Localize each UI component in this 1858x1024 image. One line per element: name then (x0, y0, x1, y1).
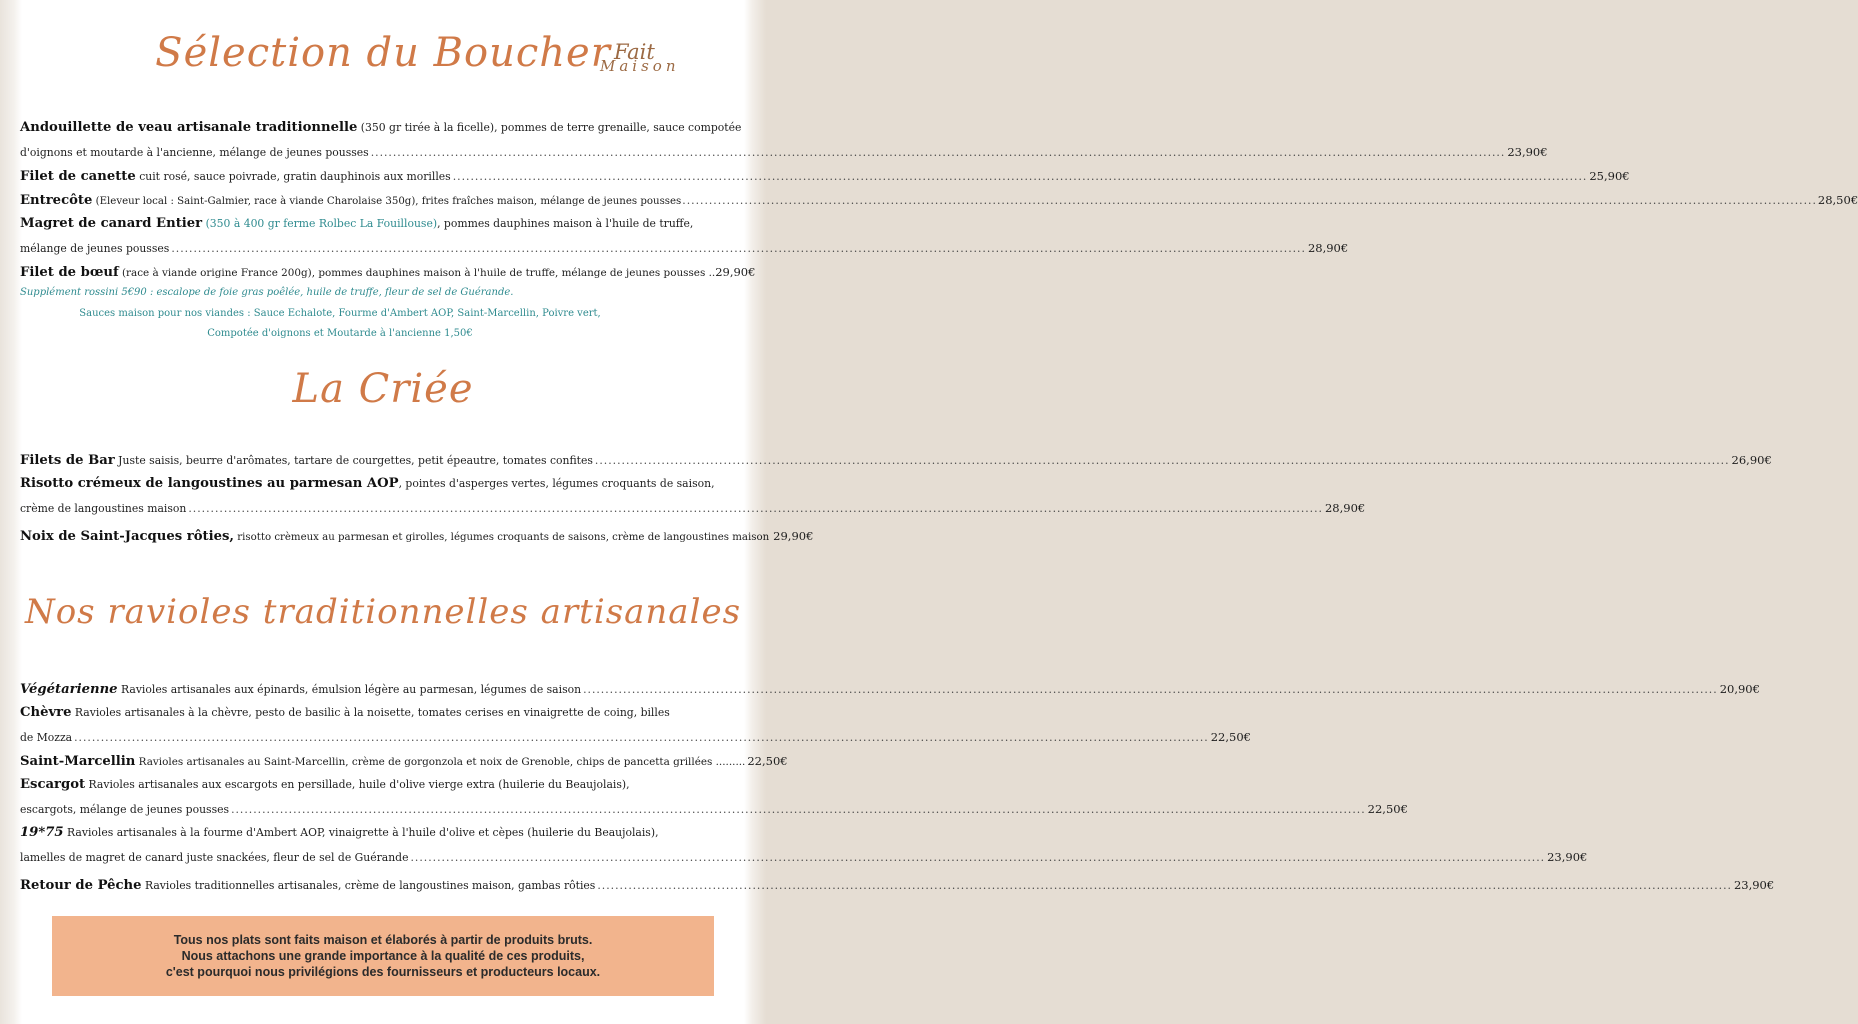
dot-leader (74, 726, 1209, 750)
menu-item-magret-cont (20, 236, 1349, 260)
menu-item-risotto-cont (20, 496, 1366, 520)
item-price: 28,50€ (1817, 193, 1858, 207)
dot-leader (231, 798, 1366, 822)
dot-leader (597, 874, 1732, 898)
item-price: 25,90€ (1589, 169, 1630, 183)
item-desc: escargots, mélange de jeunes pousses (20, 803, 230, 816)
item-origin: (350 à 400 gr ferme Rolbec La Fouillouse) (202, 217, 438, 230)
dot-leader (682, 189, 1817, 213)
notice-line2: Nous attachons une grande importance à la qualité de ces produits, (181, 949, 585, 963)
menu-item-chevre-cont (20, 725, 1251, 749)
menu-item-andouillette-cont (20, 140, 1548, 164)
item-name: Végétarienne (20, 682, 118, 697)
menu-item-vegetarienne (20, 677, 1760, 701)
item-name: Filet de canette (20, 169, 136, 184)
sauces-line2: Compotée d'oignons et Moutarde à l'ancienne 1,50€ (207, 328, 473, 339)
item-desc: (Eleveur local : Saint-Galmier, race à viande Charolaise 350g), frites fraîches maison, mélange de jeunes pousses (92, 196, 682, 207)
menu-item-boeuf (20, 260, 756, 284)
notice-line3: c'est pourquoi nous privilégions des fournisseurs et producteurs locaux. (165, 965, 601, 979)
item-name: Entrecôte (20, 193, 93, 208)
dot-leader (583, 678, 1718, 702)
menu-item-magret (20, 212, 744, 236)
item-price: 29,90€ (715, 265, 756, 279)
fait-maison-line2: Maison (600, 57, 680, 75)
item-desc: , pommes dauphines maison à l'huile de truffe, (437, 217, 694, 230)
item-desc: Ravioles artisanales à la chèvre, pesto de basilic à la noisette, tomates cerises en vinaigrette de coing, billes (71, 706, 670, 719)
menu-item-saint-jacques (20, 524, 814, 548)
menu-item-escargot-cont (20, 797, 1408, 821)
dot-leader (171, 237, 1306, 261)
item-desc: Ravioles artisanales aux épinards, émulsion légère au parmesan, légumes de saison (117, 683, 582, 696)
menu-item-retour-peche (20, 873, 1775, 897)
item-name: Escargot (20, 777, 86, 792)
menu-item-1975-cont (20, 845, 1588, 869)
dot-leader (411, 846, 1546, 870)
item-price: 28,90€ (1324, 501, 1366, 515)
item-price: 22,50€ (1210, 730, 1251, 744)
criee-list (20, 448, 1772, 548)
menu-item-saint-marcellin (20, 749, 788, 773)
menu-item-entrecote (20, 188, 1858, 212)
supplement-rossini: Supplément rossini 5€90 : escalope de foie gras poêlée, huile de truffe, fleur de sel de Guérande. (20, 287, 514, 298)
section-title-criee: La Criée (292, 366, 474, 412)
section-title-boucher: Sélection du Boucher (155, 30, 611, 76)
sauces-line1: Sauces maison pour nos viandes : Sauce Echalote, Fourme d'Ambert AOP, Saint-Marcellin, Poivre vert, (79, 308, 601, 319)
item-desc: Ravioles traditionnelles artisanales, crème de langoustines maison, gambas rôties (141, 879, 596, 892)
boucher-list (20, 116, 1858, 344)
fait-maison-notice (52, 916, 714, 996)
item-name: Retour de Pêche (20, 878, 142, 893)
item-desc: risotto crèmeux au parmesan et girolles, légumes croquants de saisons, crème de langoustines maison (234, 532, 770, 543)
item-price: 28,90€ (1307, 241, 1349, 255)
item-name: Noix de Saint-Jacques rôties, (20, 529, 235, 544)
item-desc: (race à viande origine France 200g), pommes dauphines maison à l'huile de truffe, mélange de jeunes pousses .. (118, 267, 716, 279)
menu-item-escargot (20, 773, 744, 797)
menu-item-1975 (20, 821, 744, 845)
item-desc: Ravioles artisanales aux escargots en persillade, huile d'olive vierge extra (huilerie du Beaujolais), (85, 778, 630, 791)
notice-line1: Tous nos plats sont faits maison et élaborés à partir de produits bruts. (173, 933, 593, 947)
item-name: Filet de bœuf (20, 265, 119, 280)
menu-item-chevre (20, 701, 744, 725)
item-price: 23,90€ (1547, 850, 1588, 864)
item-name: Chèvre (20, 705, 72, 720)
item-desc: Ravioles artisanales au Saint-Marcellin, crème de gorgonzola et noix de Grenoble, chips de pancetta grillées ......... (135, 756, 746, 768)
item-desc: cuit rosé, sauce poivrade, gratin dauphinois aux morilles (135, 170, 451, 183)
item-desc: Ravioles artisanales à la fourme d'Ambert AOP, vinaigrette à l'huile d'olive et cèpes (huilerie du Beaujolais), (63, 826, 659, 839)
item-desc: , pointes d'asperges vertes, légumes croquants de saison, (398, 477, 715, 490)
section-title-ravioles: Nos ravioles traditionnelles artisanales (24, 592, 742, 632)
item-price: 26,90€ (1731, 453, 1772, 467)
item-price: 22,50€ (1367, 802, 1408, 816)
menu-item-andouillette (20, 116, 744, 140)
item-desc: lamelles de magret de canard juste snackées, fleur de sel de Guérande (20, 851, 409, 864)
fait-maison-line1: Fait (614, 40, 655, 64)
item-price: 23,90€ (1507, 145, 1548, 159)
dot-leader (188, 497, 1323, 521)
notice-text (166, 932, 600, 980)
item-price: 23,90€ (1733, 878, 1775, 892)
ravioles-list (20, 677, 1775, 897)
item-name: 19*75 (20, 825, 64, 840)
menu-item-risotto (20, 472, 744, 496)
dot-leader (371, 141, 1506, 165)
dot-leader (595, 449, 1730, 473)
item-desc: mélange de jeunes pousses (20, 242, 170, 255)
item-price: 29,90€ (773, 529, 814, 543)
item-desc: crème de langoustines maison (20, 502, 187, 515)
dot-leader (453, 165, 1588, 189)
menu-item-canette (20, 164, 1630, 188)
item-desc: Juste saisis, beurre d'arômates, tartare de courgettes, petit épeautre, tomates confites (114, 454, 593, 467)
menu-item-bar (20, 448, 1772, 472)
item-name: Risotto crémeux de langoustines au parmesan AOP (20, 476, 399, 491)
item-desc: de Mozza (20, 731, 73, 744)
item-price: 22,50€ (747, 754, 788, 768)
item-name: Magret de canard Entier (20, 216, 203, 231)
fait-maison-logo (600, 42, 730, 74)
item-desc: (350 gr tirée à la ficelle), pommes de terre grenaille, sauce compotée (357, 121, 742, 134)
item-name: Filets de Bar (20, 453, 115, 468)
item-name: Andouillette de veau artisanale traditionnelle (20, 120, 358, 135)
item-name: Saint-Marcellin (20, 754, 136, 769)
item-price: 20,90€ (1719, 682, 1760, 696)
item-desc: d'oignons et moutarde à l'ancienne, mélange de jeunes pousses (20, 146, 369, 159)
